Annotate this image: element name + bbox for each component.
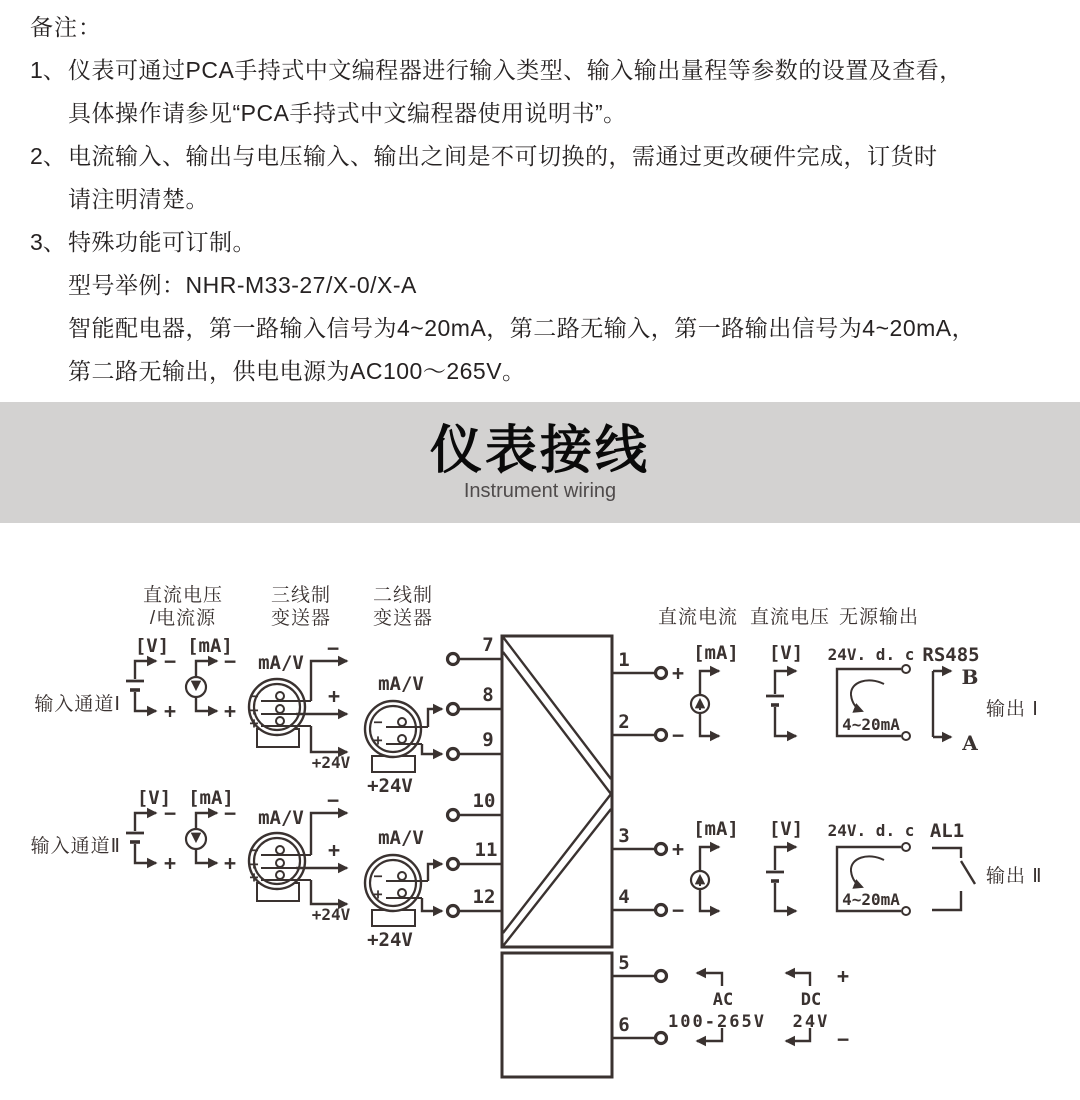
- ac-voltage-label: 100-265V: [668, 1012, 766, 1032]
- out1-rs485: [922, 644, 979, 755]
- dc-voltage-label: 24V: [792, 1012, 830, 1032]
- terminal-plus: +: [671, 661, 685, 685]
- out1-passive-loop: [828, 645, 915, 740]
- ma-source-label: [mA]: [188, 787, 234, 809]
- pin-plus: +: [373, 731, 383, 749]
- supply-24v-label: +24V: [367, 775, 413, 797]
- note-item-3: [30, 221, 1066, 393]
- transmitter-label: mA/V: [258, 652, 304, 674]
- note-line: 请注明清楚。: [68, 186, 209, 212]
- ch2-two-wire-transmitter: [365, 827, 442, 951]
- polarity-plus: +: [163, 851, 177, 875]
- note-line: 特殊功能可订制。: [68, 229, 256, 255]
- transmitter-label: mA/V: [378, 827, 424, 849]
- pin-minus: −: [249, 841, 259, 859]
- section-title: 仪表接线: [429, 422, 650, 480]
- ac-label: AC: [712, 990, 734, 1010]
- column-header: 直流电流: [657, 607, 739, 628]
- terminals-left: [448, 634, 503, 917]
- rs485-b: B: [961, 665, 979, 689]
- supply-24v-label: +24V: [367, 929, 413, 951]
- input-channel-1-label: 输入通道Ⅰ: [34, 694, 121, 715]
- loop-arrow-icon: [851, 680, 884, 711]
- rs485-label: RS485: [922, 644, 980, 666]
- loop-supply-label: 24V. d. c: [827, 645, 915, 664]
- pin-plus: +: [249, 868, 259, 886]
- pin-plus: +: [249, 701, 259, 719]
- terminal-number: 11: [474, 839, 498, 861]
- note-item-1: [30, 49, 1066, 135]
- note-number: 1、: [30, 57, 66, 83]
- ma-load-label: [mA]: [693, 818, 739, 840]
- loop-supply-label: 24V. d. c: [827, 821, 915, 840]
- v-source-label: [V]: [134, 635, 170, 657]
- ch1-voltage-source: [126, 635, 176, 723]
- terminal-number: 2: [618, 711, 630, 733]
- column-header: 直流电压: [142, 585, 224, 606]
- ch1-three-wire-transmitter: [249, 636, 351, 772]
- pin-minus: −: [249, 687, 259, 705]
- note-number: 2、: [30, 143, 66, 169]
- pin-plus: +: [373, 885, 383, 903]
- polarity-minus: −: [163, 801, 177, 825]
- ma-load-label: [mA]: [693, 642, 739, 664]
- note-line: 仪表可通过PCA手持式中文编程器进行输入类型、输入输出量程等参数的设置及查看，: [68, 57, 963, 83]
- al1-label: AL1: [929, 820, 965, 842]
- transmitter-label: mA/V: [258, 807, 304, 829]
- section-subtitle: Instrument wiring: [463, 480, 617, 502]
- pin-minus: −: [373, 867, 383, 885]
- note-line: 具体操作请参见“PCA手持式中文编程器使用说明书”。: [68, 100, 627, 126]
- pin-plus: +: [249, 714, 259, 732]
- ma-source-label: [mA]: [187, 635, 233, 657]
- transmitter-label: mA/V: [378, 673, 424, 695]
- rs485-a: A: [962, 731, 978, 755]
- out2-voltage-load: [766, 818, 803, 911]
- input-channel-2-label: 输入通道Ⅱ: [30, 836, 121, 857]
- terminal-minus: −: [671, 898, 685, 922]
- out2-current-load: [691, 818, 739, 911]
- supply-24v-label: +24V: [311, 905, 351, 924]
- note-number: 3、: [30, 229, 66, 255]
- polarity-minus: −: [163, 649, 177, 673]
- terminal-number: 1: [618, 649, 630, 671]
- power-minus: −: [836, 1027, 850, 1051]
- dc-label: DC: [800, 990, 822, 1010]
- note-item-2: [30, 135, 1066, 221]
- wire-plus: +: [327, 684, 341, 708]
- note-line: 型号举例：NHR-M33-27/X-0/X-A: [68, 272, 417, 298]
- pin-plus: +: [249, 855, 259, 873]
- out2-passive-loop: [828, 821, 915, 915]
- column-header: 无源输出: [838, 607, 920, 628]
- loop-arrow-icon: [851, 856, 884, 887]
- notes-heading: 备注：: [30, 14, 102, 40]
- supply-24v-label: +24V: [311, 753, 351, 772]
- ch1-current-source: [186, 635, 236, 723]
- output-column-headers: [658, 606, 919, 628]
- terminals-right: [612, 649, 684, 1044]
- wire-plus: +: [327, 838, 341, 862]
- v-load-label: [V]: [768, 818, 804, 840]
- out1-current-load: [691, 642, 739, 736]
- ch2-voltage-source: [126, 787, 176, 875]
- output-1-label: 输出 Ⅰ: [986, 699, 1039, 720]
- column-header: 三线制: [270, 585, 332, 606]
- column-header: 变送器: [270, 608, 332, 629]
- notes-section: [0, 0, 1080, 393]
- ch2-three-wire-transmitter: [249, 788, 351, 924]
- out1-voltage-load: [766, 642, 803, 736]
- wiring-diagram: [0, 523, 1080, 1100]
- loop-range-label: 4~20mA: [842, 715, 900, 734]
- power-plus: +: [836, 964, 850, 988]
- terminal-number: 8: [482, 684, 494, 706]
- output-2-label: 输出 Ⅱ: [986, 866, 1043, 887]
- note-line: 电流输入、输出与电压输入、输出之间是不可切换的，需通过更改硬件完成，订货时: [68, 143, 938, 169]
- terminal-number: 4: [618, 886, 630, 908]
- terminal-number: 9: [482, 729, 494, 751]
- pin-minus: −: [373, 713, 383, 731]
- terminal-number: 5: [618, 952, 630, 974]
- out2-alarm-contact: [930, 820, 975, 910]
- input-column-headers: [143, 584, 433, 629]
- terminal-number: 10: [472, 790, 496, 812]
- column-header: 二线制: [372, 585, 434, 606]
- section-banner: [0, 402, 1080, 523]
- v-load-label: [V]: [768, 642, 804, 664]
- power-supply-dc: [786, 964, 849, 1051]
- v-source-label: [V]: [136, 787, 172, 809]
- note-line: 智能配电器，第一路输入信号为4~20mA，第二路无输入，第一路输出信号为4~20mA，: [68, 315, 976, 341]
- isolator-block: [502, 636, 612, 1077]
- terminal-minus: −: [671, 723, 685, 747]
- terminal-number: 6: [618, 1014, 630, 1036]
- polarity-plus: +: [223, 699, 237, 723]
- polarity-minus: −: [223, 649, 237, 673]
- terminal-number: 7: [482, 634, 494, 656]
- ch1-two-wire-transmitter: [365, 673, 442, 797]
- terminal-number: 12: [472, 886, 496, 908]
- ch2-current-source: [186, 787, 236, 875]
- column-header: /电流源: [149, 608, 217, 629]
- polarity-plus: +: [163, 699, 177, 723]
- column-header: 直流电压: [749, 607, 831, 628]
- loop-range-label: 4~20mA: [842, 890, 900, 909]
- terminal-plus: +: [671, 837, 685, 861]
- polarity-minus: −: [223, 801, 237, 825]
- terminal-number: 3: [618, 825, 630, 847]
- switch-blade-icon: [961, 861, 975, 884]
- note-line: 第二路无输出，供电电源为AC100～265V。: [68, 358, 526, 384]
- power-supply-ac: [668, 973, 766, 1041]
- power-section: [502, 953, 612, 1077]
- wire-minus: −: [326, 788, 340, 812]
- wire-minus: −: [326, 636, 340, 660]
- polarity-plus: +: [223, 851, 237, 875]
- column-header: 变送器: [372, 608, 434, 629]
